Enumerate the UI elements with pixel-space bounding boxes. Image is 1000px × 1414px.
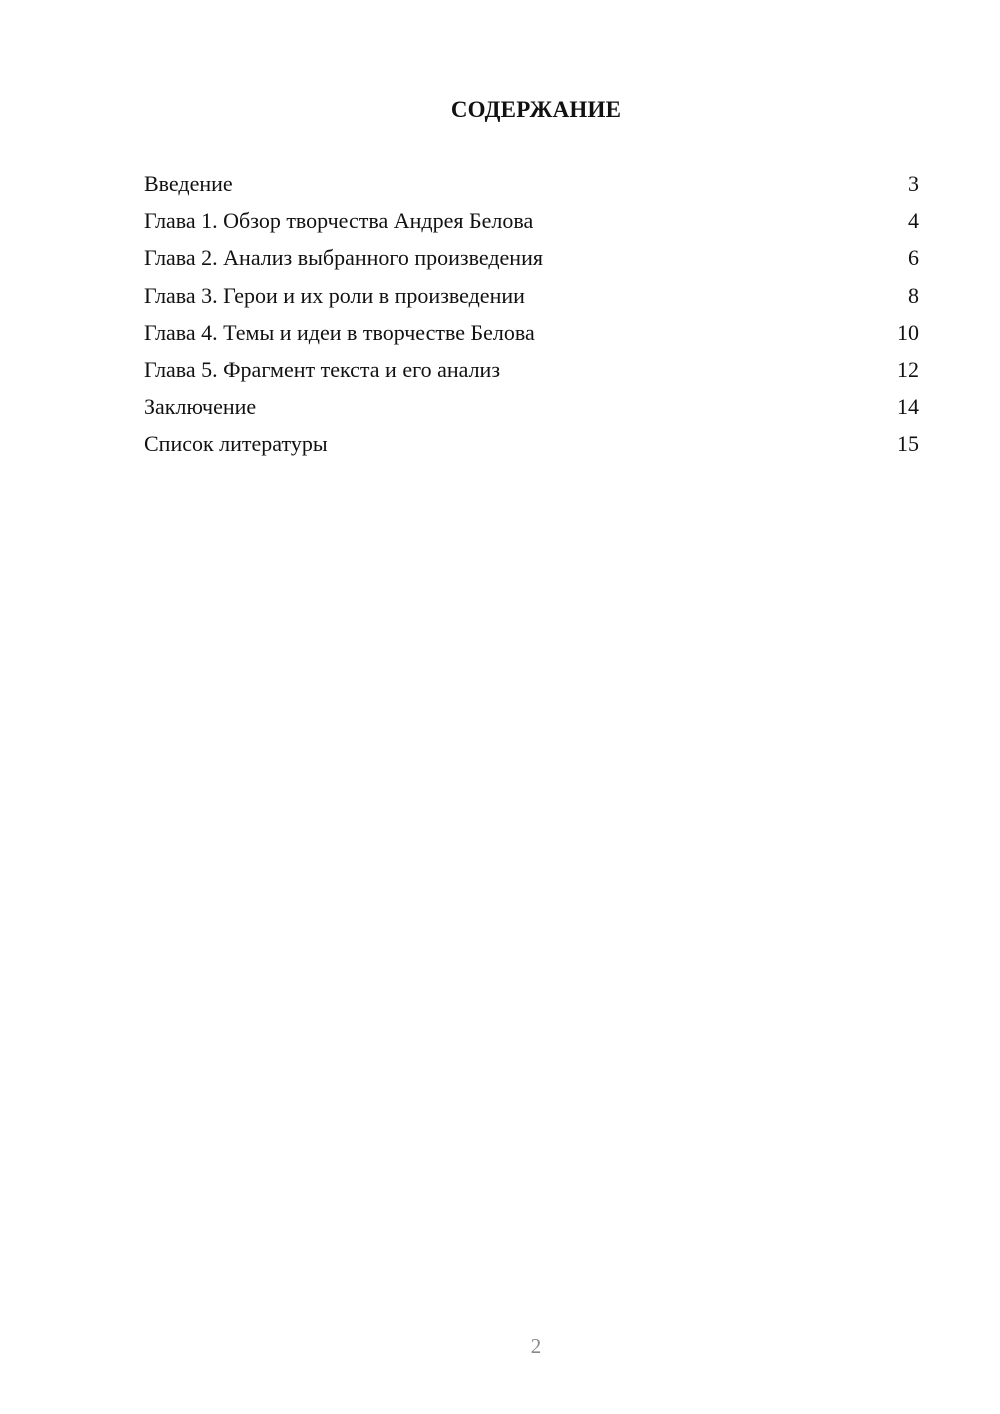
toc-item-page: 8: [908, 282, 919, 308]
toc-item-page: 3: [908, 171, 919, 196]
toc-item-page: 4: [908, 208, 919, 234]
table-of-contents: [144, 168, 919, 466]
page-number: 2: [530, 1334, 542, 1358]
toc-item-label: Введение: [144, 171, 233, 196]
toc-item-page: 15: [897, 431, 919, 457]
toc-item-chapter-3: [144, 280, 919, 317]
toc-item-conclusion: [144, 391, 919, 428]
toc-item-label: Глава 3. Герои и их роли в произведении: [144, 282, 525, 308]
toc-item-chapter-5: [144, 354, 919, 391]
toc-item-label: Глава 2. Анализ выбранного произведения: [144, 245, 543, 271]
toc-item-chapter-4: [144, 317, 919, 354]
toc-item-bibliography: [144, 428, 919, 465]
toc-item-label: Заключение: [144, 394, 257, 420]
toc-item-page: 12: [897, 356, 919, 382]
toc-item-introduction: [144, 168, 919, 205]
toc-item-label: Глава 5. Фрагмент текста и его анализ: [144, 356, 501, 382]
toc-item-label: Глава 4. Темы и идеи в творчестве Белова: [144, 319, 535, 345]
toc-item-chapter-1: [144, 205, 919, 242]
toc-item-page: 14: [897, 394, 919, 420]
toc-item-label: Глава 1. Обзор творчества Андрея Белова: [144, 208, 534, 234]
toc-item-page: 10: [897, 319, 919, 345]
toc-item-chapter-2: [144, 242, 919, 279]
toc-title: СОДЕРЖАНИЕ: [450, 97, 622, 122]
toc-item-label: Список литературы: [144, 431, 328, 457]
toc-item-page: 6: [908, 245, 919, 271]
